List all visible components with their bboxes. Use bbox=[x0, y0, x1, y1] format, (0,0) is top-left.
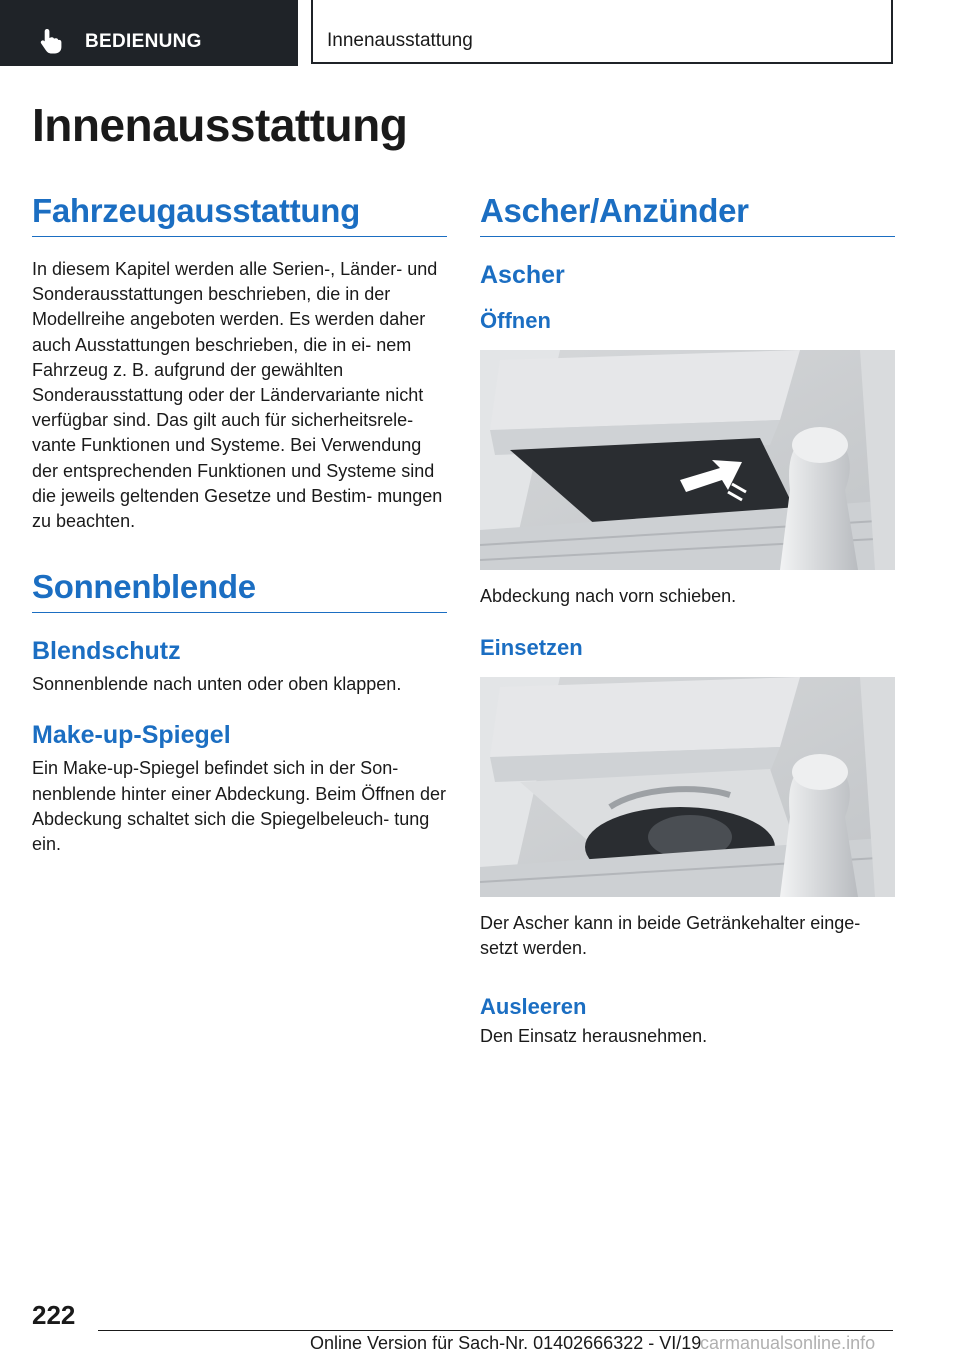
section-tab bbox=[0, 0, 298, 66]
caption-einsetzen: Der Ascher kann in beide Getränkehalter einge- setzt werden. bbox=[480, 913, 861, 959]
figure-ashtray-insert bbox=[480, 677, 895, 897]
hand-pointer-icon bbox=[40, 28, 62, 54]
figure-ashtray-open bbox=[480, 350, 895, 570]
breadcrumb-label: Innenausstattung bbox=[327, 30, 473, 51]
caption-oeffnen: Abdeckung nach vorn schieben. bbox=[480, 586, 737, 606]
paragraph-fahrzeugausstattung: In diesem Kapitel werden alle Serien-, Länder- und Sonderausstattungen beschrieben, die in der Modellreihe angeboten werden. Es werden daher auch Ausstattungen beschrieben, die in ei- nem Fahrzeug z. B. aufgrund der gewählten Sonderausstattung oder der Ländervariante nicht verfügbar sind. Das gilt auch für sicherheitsrele- vante Funktionen und Systeme. Bei Verwendung der entsprechenden Funktionen und Systeme sind die jeweils geltenden Gesetze und Bestim- mungen zu beachten. bbox=[32, 259, 443, 532]
heading-einsetzen: Einsetzen bbox=[480, 635, 583, 661]
watermark: carmanualsonline.info bbox=[700, 1333, 876, 1353]
heading-ascher: Ascher bbox=[480, 261, 565, 289]
heading-make-up-spiegel: Make-up-Spiegel bbox=[32, 721, 231, 750]
heading-blendschutz: Blendschutz bbox=[32, 637, 181, 666]
right-column bbox=[480, 192, 895, 1049]
page-number: 222 bbox=[32, 1300, 76, 1330]
footer-online-version: Online Version für Sach-Nr. 01402666322 - VI/19 bbox=[310, 1333, 702, 1353]
heading-ausleeren: Ausleeren bbox=[480, 993, 587, 1019]
paragraph-make-up-spiegel: Ein Make-up-Spiegel befindet sich in der Son- nenblende hinter einer Abdeckung. Beim Öffnen der Abdeckung schaltet sich die Spiegelbeleuch- tung ein. bbox=[32, 758, 446, 855]
heading-ascher-anzuender: Ascher/Anzünder bbox=[480, 192, 895, 237]
heading-oeffnen: Öffnen bbox=[480, 308, 551, 333]
left-column bbox=[32, 192, 447, 857]
heading-sonnenblende: Sonnenblende bbox=[32, 568, 447, 613]
paragraph-blendschutz: Sonnenblende nach unten oder oben klappen. bbox=[32, 674, 402, 695]
heading-fahrzeugausstattung: Fahrzeugausstattung bbox=[32, 192, 447, 237]
paragraph-ausleeren: Den Einsatz herausnehmen. bbox=[480, 1025, 708, 1046]
section-label: BEDIENUNG bbox=[85, 31, 202, 52]
footer-divider bbox=[98, 1330, 893, 1331]
page-title: Innenausstattung bbox=[32, 99, 408, 151]
breadcrumb bbox=[311, 0, 893, 64]
